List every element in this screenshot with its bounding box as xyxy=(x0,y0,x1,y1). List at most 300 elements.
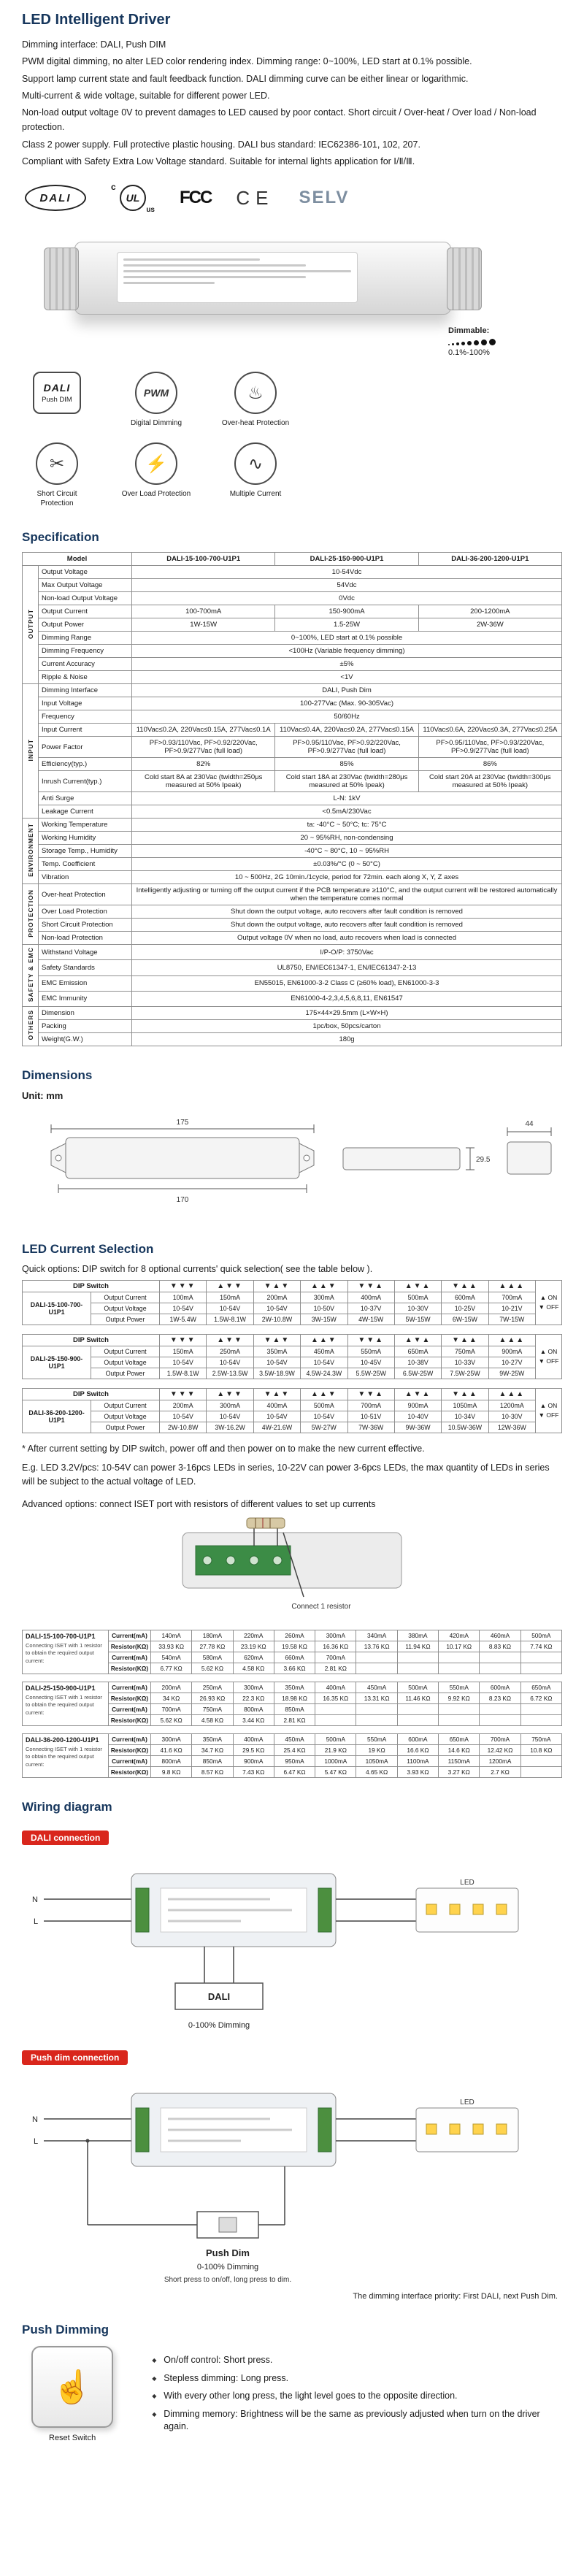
dali-logo-text: DALI xyxy=(43,382,71,394)
dip-switch-header: DIP Switch xyxy=(23,1335,160,1346)
resistor-value: 23.19 KΩ xyxy=(233,1641,274,1652)
dip-value: 4.5W-24.3W xyxy=(301,1368,347,1379)
dip-value-row xyxy=(23,1357,562,1368)
dimension-drawing xyxy=(22,1107,562,1216)
dim-height-label: 29.5 xyxy=(476,1156,491,1165)
spec-group-cell xyxy=(23,566,39,684)
feature-badge xyxy=(220,372,291,428)
resistor-row-label: Resistor(KΩ) xyxy=(109,1693,151,1704)
spec-row xyxy=(23,737,562,758)
spec-row-label: Storage Temp., Humidity xyxy=(39,845,132,858)
resistor-value: 9.92 KΩ xyxy=(439,1693,480,1704)
resistor-value: 550mA xyxy=(439,1682,480,1693)
spec-row xyxy=(23,960,562,975)
spec-value: Shut down the output voltage, auto recovers after fault condition is removed xyxy=(132,905,562,919)
spec-row-label: Inrush Current(typ.) xyxy=(39,771,132,792)
resistor-value: 6.77 KΩ xyxy=(151,1663,192,1674)
multi-current-icon: ∿ xyxy=(234,442,277,485)
resistor-value: 350mA xyxy=(192,1734,233,1745)
resistor-value: 140mA xyxy=(151,1630,192,1641)
resistor-value: 700mA xyxy=(151,1704,192,1715)
resistor-value: 6.47 KΩ xyxy=(274,1767,315,1778)
resistor-value: 5.62 KΩ xyxy=(151,1715,192,1726)
spec-value: 0~100%, LED start at 0.1% possible xyxy=(132,632,562,645)
dip-switch-icon: ▼▼▼ xyxy=(160,1281,207,1292)
resistor-value: 4.58 KΩ xyxy=(233,1663,274,1674)
dali-pushdim-icon xyxy=(33,372,81,414)
dip-value: 10-30V xyxy=(394,1303,441,1314)
resistor-row-label: Resistor(KΩ) xyxy=(109,1715,151,1726)
dip-value: 4W-15W xyxy=(347,1314,394,1325)
resistor-value xyxy=(439,1704,480,1715)
wire-label-n: N xyxy=(32,1895,38,1905)
resistor-value: 3.93 KΩ xyxy=(397,1767,438,1778)
ul-us-mark: us xyxy=(146,206,155,214)
spec-value: Cold start 18A at 230Vac (twidth=280μs measured at 50% Ipeak) xyxy=(275,771,418,792)
dip-value: 600mA xyxy=(442,1292,488,1303)
dip-switch-icon: ▲▼▲ xyxy=(394,1389,441,1400)
dip-value: 10-54V xyxy=(253,1303,300,1314)
badge-row-2 xyxy=(22,442,562,508)
spec-row-label: Working Temperature xyxy=(39,819,132,832)
resistor-value: 8.83 KΩ xyxy=(480,1641,520,1652)
resistor-value: 11.94 KΩ xyxy=(397,1641,438,1652)
resistor-value: 180mA xyxy=(192,1630,233,1641)
dip-value: 2W-10.8W xyxy=(253,1314,300,1325)
dali-wiring-diagram xyxy=(22,1848,548,2038)
dip-row-label: Output Voltage xyxy=(91,1411,160,1422)
dip-switch-icon: ▼▲▲ xyxy=(442,1335,488,1346)
resistor-value: 450mA xyxy=(356,1682,397,1693)
dip-switch-icon: ▲▲▲ xyxy=(488,1389,535,1400)
resistor-value: 5.62 KΩ xyxy=(192,1663,233,1674)
badge-row-1 xyxy=(22,372,562,428)
spec-row-label: Non-load Output Voltage xyxy=(39,592,132,605)
dip-value: 1.5W-8.1W xyxy=(160,1368,207,1379)
spec-row-label: Leakage Current xyxy=(39,805,132,819)
resistor-value: 2.81 KΩ xyxy=(274,1715,315,1726)
dip-table xyxy=(22,1280,562,1325)
product-photo-area xyxy=(22,224,562,363)
spec-value: 1.5-25W xyxy=(275,618,418,632)
ce-logo: CE xyxy=(236,186,274,209)
dip-switch-icon: ▼▲▼ xyxy=(253,1335,300,1346)
spec-row-label: Withstand Voltage xyxy=(39,945,132,960)
spec-row-label: Max Output Voltage xyxy=(39,579,132,592)
resistor-value xyxy=(480,1652,520,1663)
resistor-row-label: Resistor(KΩ) xyxy=(109,1641,151,1652)
spec-group-cell xyxy=(23,684,39,819)
dip-value: 300mA xyxy=(301,1292,347,1303)
dip-value: 500mA xyxy=(301,1400,347,1411)
iset-connection-drawing xyxy=(161,1515,423,1617)
side-view-outline xyxy=(343,1148,460,1170)
resistor-model-note: Connecting ISET with 1 resistor to obtain the required output current: xyxy=(26,1642,102,1664)
dip-switch-icon: ▼▼▲ xyxy=(347,1335,394,1346)
dip-value: 400mA xyxy=(347,1292,394,1303)
connect-caption: Connect 1 resistor xyxy=(291,1603,351,1611)
spec-row xyxy=(23,884,562,905)
spec-row-label: Dimming Frequency xyxy=(39,645,132,658)
dip-value: 3W-15W xyxy=(301,1314,347,1325)
resistor-value: 950mA xyxy=(274,1756,315,1767)
fcc-logo: FCC xyxy=(180,188,212,207)
intro-line: Support lamp current state and fault feedback function. DALI dimming curve can be either linear or logarithmic. xyxy=(22,73,469,84)
resistor-model xyxy=(23,1630,109,1674)
dip-value: 700mA xyxy=(347,1400,394,1411)
dip-value: 900mA xyxy=(488,1346,535,1357)
resistor-value xyxy=(397,1715,438,1726)
dip-value: 10-54V xyxy=(301,1411,347,1422)
spec-row-label: Output Voltage xyxy=(39,566,132,579)
dip-switch-icon: ▼▲▲ xyxy=(442,1281,488,1292)
spec-row xyxy=(23,919,562,932)
dip-value: 450mA xyxy=(301,1346,347,1357)
dip-value: 2W-10.8W xyxy=(160,1422,207,1433)
resistor-value: 260mA xyxy=(274,1630,315,1641)
resistor-value xyxy=(520,1767,561,1778)
resistor-value: 1150mA xyxy=(439,1756,480,1767)
overload-icon: ⚡ xyxy=(135,442,177,485)
dip-switch-icon: ▲▼▼ xyxy=(207,1389,253,1400)
resistor-icon xyxy=(247,1518,285,1528)
dip-switch-header: DIP Switch xyxy=(23,1389,160,1400)
intro-line: Dimming interface: DALI, Push DIM xyxy=(22,39,166,50)
dip-value: 650mA xyxy=(394,1346,441,1357)
spec-value: <0.5mA/230Vac xyxy=(132,805,562,819)
resistor-value: 500mA xyxy=(315,1734,356,1745)
dip-off-icon: ▼ OFF xyxy=(538,1411,559,1419)
resistor-value: 850mA xyxy=(274,1704,315,1715)
wiring-heading: Wiring diagram xyxy=(22,1800,112,1814)
resistor-value: 900mA xyxy=(233,1756,274,1767)
dim-width-label: 44 xyxy=(525,1120,534,1129)
intro-line: Multi-current & wide voltage, suitable for different power LED. xyxy=(22,90,270,101)
resistor-value: 25.4 KΩ xyxy=(274,1745,315,1756)
resistor-model-name: DALI-15-100-700-U1P1 xyxy=(26,1633,96,1641)
spec-group-label: SAFETY & EMC xyxy=(26,947,34,1003)
dip-value: 1200mA xyxy=(488,1400,535,1411)
dip-off-icon: ▼ OFF xyxy=(538,1303,559,1311)
spec-value: EN55015, EN61000-3-2 Class C (≥60% load), EN61000-3-3 xyxy=(132,975,562,991)
spec-value: Shut down the output voltage, auto recovers after fault condition is removed xyxy=(132,919,562,932)
dip-value: 3W-16.2W xyxy=(207,1422,253,1433)
resistor-value: 400mA xyxy=(315,1682,356,1693)
feature-badge xyxy=(121,442,191,499)
resistor-value: 540mA xyxy=(151,1652,192,1663)
dip-value: 10-54V xyxy=(207,1303,253,1314)
dip-switch-icon: ▲▼▼ xyxy=(207,1335,253,1346)
resistor-value: 450mA xyxy=(274,1734,315,1745)
resistor-value: 10.17 KΩ xyxy=(439,1641,480,1652)
push-bullet: ◆ On/off control: Short press. xyxy=(152,2354,562,2367)
dali-bus-label: DALI xyxy=(207,1991,231,2003)
spec-row-label: Safety Standards xyxy=(39,960,132,975)
resistor-value: 200mA xyxy=(151,1682,192,1693)
dimmable-label: Dimmable: xyxy=(448,326,490,335)
resistor-value: 16.36 KΩ xyxy=(315,1641,356,1652)
dip-value: 5.5W-25W xyxy=(347,1368,394,1379)
dim-pitch-label: 170 xyxy=(176,1196,189,1205)
spec-group-label: INPUT xyxy=(26,738,34,762)
led-current-heading: LED Current Selection xyxy=(22,1242,154,1257)
resistor-value: 1000mA xyxy=(315,1756,356,1767)
dip-value: 12W-36W xyxy=(488,1422,535,1433)
page-title: LED Intelligent Driver xyxy=(22,12,171,28)
resistor-value: 19.58 KΩ xyxy=(274,1641,315,1652)
resistor-value xyxy=(520,1652,561,1663)
wire-label-l2: L xyxy=(34,2137,39,2147)
spec-value: Intelligently adjusting or turning off the output current if the PCB temperature ≥110°C, and the output current will be restored automatically when the temperature comes normal xyxy=(132,884,562,905)
spec-header-model-3: DALI-36-200-1200-U1P1 xyxy=(418,553,561,566)
push-connection-tag: Push dim connection xyxy=(22,2050,128,2065)
dip-value-row xyxy=(23,1346,562,1357)
reset-switch-figure xyxy=(22,2346,123,2442)
spec-value: UL8750, EN/IEC61347-1, EN/IEC61347-2-13 xyxy=(132,960,562,975)
spec-row-label: EMC Emission xyxy=(39,975,132,991)
dip-note-1: * After current setting by DIP switch, power off and then power on to make the new current effective. xyxy=(22,1444,425,1454)
resistor-value: 1050mA xyxy=(356,1756,397,1767)
spec-value: Cold start 8A at 230Vac (twidth=250μs measured at 50% Ipeak) xyxy=(132,771,275,792)
led-load-label: LED xyxy=(460,1879,474,1887)
resistor-value: 27.78 KΩ xyxy=(192,1641,233,1652)
resistor-value: 18.98 KΩ xyxy=(274,1693,315,1704)
spec-row-label: Dimming Interface xyxy=(39,684,132,697)
spec-row xyxy=(23,832,562,845)
spec-row-label: Frequency xyxy=(39,710,132,724)
spec-row-label: Efficiency(typ.) xyxy=(39,758,132,771)
resistor-row-label: Current(mA) xyxy=(109,1630,151,1641)
dip-value: 10-33V xyxy=(442,1357,488,1368)
dip-value: 10-30V xyxy=(488,1411,535,1422)
dali-dimming-caption: 0-100% Dimming xyxy=(188,2021,250,2031)
resistor-value: 350mA xyxy=(274,1682,315,1693)
resistor-value xyxy=(480,1715,520,1726)
dip-header-row xyxy=(23,1389,562,1400)
certification-logos xyxy=(25,182,559,214)
dip-value: 1W-5.4W xyxy=(160,1314,207,1325)
dip-switch-icon: ▲▲▼ xyxy=(301,1281,347,1292)
feature-badge xyxy=(121,372,191,428)
spec-header-row xyxy=(23,553,562,566)
dip-switch-icon: ▼▼▲ xyxy=(347,1389,394,1400)
spec-row-label: Dimming Range xyxy=(39,632,132,645)
dali-logo: DALI xyxy=(25,185,86,211)
dip-value: 10-50V xyxy=(301,1303,347,1314)
dip-value: 10-54V xyxy=(301,1357,347,1368)
spec-value: 1pc/box, 50pcs/carton xyxy=(132,1020,562,1033)
resistor-value: 500mA xyxy=(397,1682,438,1693)
resistor-row xyxy=(23,1682,562,1693)
spec-group-label: OUTPUT xyxy=(26,608,34,639)
dip-value: 100mA xyxy=(160,1292,207,1303)
spec-value: 54Vdc xyxy=(132,579,562,592)
spec-value: 2W-36W xyxy=(418,618,561,632)
spec-body xyxy=(23,566,562,1046)
dip-value: 10-27V xyxy=(488,1357,535,1368)
resistor-value xyxy=(315,1715,356,1726)
spec-value: EN61000-4-2,3,4,5,6,8,11, EN61547 xyxy=(132,991,562,1006)
resistor-value: 34 KΩ xyxy=(151,1693,192,1704)
spec-row xyxy=(23,645,562,658)
dip-value-row xyxy=(23,1303,562,1314)
spec-value: <100Hz (Variable frequency dimming) xyxy=(132,645,562,658)
spec-value: 175×44×29.5mm (L×W×H) xyxy=(132,1007,562,1020)
driver-product-image xyxy=(44,234,482,322)
spec-row-label: Input Current xyxy=(39,724,132,737)
dip-value: 5W-15W xyxy=(394,1314,441,1325)
dip-value: 300mA xyxy=(207,1400,253,1411)
dip-value: 1050mA xyxy=(442,1400,488,1411)
dip-on-icon: ▲ ON xyxy=(539,1347,558,1355)
spec-value: ta: -40°C ~ 50°C; tc: 75°C xyxy=(132,819,562,832)
spec-value: 200-1200mA xyxy=(418,605,561,618)
dip-value-row xyxy=(23,1400,562,1411)
spec-header-model-2: DALI-25-150-900-U1P1 xyxy=(275,553,418,566)
dip-value: 400mA xyxy=(253,1400,300,1411)
push-dimming-heading: Push Dimming xyxy=(22,2323,110,2337)
feature-badge-label: Multiple Current xyxy=(229,490,282,498)
dip-on-icon: ▲ ON xyxy=(539,1401,558,1409)
dip-switch-icon: ▼▼▼ xyxy=(160,1335,207,1346)
spec-row-label: Anti Surge xyxy=(39,792,132,805)
dip-value: 10-34V xyxy=(442,1411,488,1422)
spec-row xyxy=(23,792,562,805)
resistor-model-name: DALI-25-150-900-U1P1 xyxy=(26,1684,96,1693)
spec-row-label: Dimension xyxy=(39,1007,132,1020)
spec-group-label: PROTECTION xyxy=(26,889,34,938)
dip-row-label: Output Power xyxy=(91,1314,160,1325)
spec-row xyxy=(23,684,562,697)
resistor-value: 19 KΩ xyxy=(356,1745,397,1756)
priority-note: The dimming interface priority: First DALI, next Push Dim. xyxy=(353,2292,558,2301)
dip-switch-icon: ▲▲▼ xyxy=(301,1335,347,1346)
dip-value: 10-21V xyxy=(488,1303,535,1314)
resistor-model xyxy=(23,1682,109,1726)
spec-row-label: Working Humidity xyxy=(39,832,132,845)
dip-switch-icon: ▲▲▲ xyxy=(488,1335,535,1346)
dip-legend xyxy=(536,1335,562,1379)
feature-badge-label: Over-heat Protection xyxy=(221,419,290,427)
dip-value: 750mA xyxy=(442,1346,488,1357)
spec-row-label: Short Circuit Protection xyxy=(39,919,132,932)
spec-row xyxy=(23,632,562,645)
spec-value: I/P-O/P: 3750Vac xyxy=(132,945,562,960)
push-bullet: ◆ With every other long press, the light level goes to the opposite direction. xyxy=(152,2390,562,2403)
spec-group-label: OTHERS xyxy=(26,1010,34,1040)
spec-row-label: Vibration xyxy=(39,871,132,884)
dip-value: 250mA xyxy=(207,1346,253,1357)
push-bullets xyxy=(152,2346,562,2439)
resistor-value: 220mA xyxy=(233,1630,274,1641)
spec-row xyxy=(23,932,562,945)
resistor-row-label: Current(mA) xyxy=(109,1682,151,1693)
spec-group-cell xyxy=(23,819,39,884)
dip-value: 10-54V xyxy=(253,1357,300,1368)
dimensions-heading: Dimensions xyxy=(22,1068,93,1083)
unit-label: Unit: mm xyxy=(22,1090,64,1102)
resistor-value: 250mA xyxy=(192,1682,233,1693)
led-load-label-2: LED xyxy=(460,2098,474,2107)
resistor-value xyxy=(480,1704,520,1715)
resistor-value: 3.66 KΩ xyxy=(274,1663,315,1674)
spec-value: 110Vac≤0.6A, 220Vac≤0.3A, 277Vac≤0.25A xyxy=(418,724,561,737)
push-dimming-section xyxy=(22,2346,562,2442)
spec-row-label: Current Accuracy xyxy=(39,658,132,671)
dip-switch-icon: ▼▲▲ xyxy=(442,1389,488,1400)
dip-value: 5W-27W xyxy=(301,1422,347,1433)
spec-row-label: Power Factor xyxy=(39,737,132,758)
resistor-value: 550mA xyxy=(356,1734,397,1745)
short-circuit-icon: ✂ xyxy=(36,442,78,485)
dip-model: DALI-15-100-700-U1P1 xyxy=(23,1292,91,1325)
spec-row xyxy=(23,697,562,710)
spec-value: 85% xyxy=(275,758,418,771)
ul-circle: UL xyxy=(120,185,146,211)
spec-row xyxy=(23,1033,562,1046)
driver-terminal-right xyxy=(447,248,482,310)
resistor-value xyxy=(356,1663,397,1674)
resistor-value: 800mA xyxy=(151,1756,192,1767)
dip-value: 150mA xyxy=(207,1292,253,1303)
dip-value-row xyxy=(23,1314,562,1325)
spec-value: ±5% xyxy=(132,658,562,671)
dip-value: 4W-21.6W xyxy=(253,1422,300,1433)
resistor-value: 29.5 KΩ xyxy=(233,1745,274,1756)
feature-badge-label: Over Load Protection xyxy=(121,490,191,498)
dali-connection-tag: DALI connection xyxy=(22,1831,109,1845)
dip-header-row xyxy=(23,1335,562,1346)
dip-value: 10-54V xyxy=(253,1411,300,1422)
dip-value-row xyxy=(23,1292,562,1303)
resistor-value xyxy=(520,1663,561,1674)
resistor-value: 11.46 KΩ xyxy=(397,1693,438,1704)
resistor-value: 300mA xyxy=(233,1682,274,1693)
dip-value: 10-54V xyxy=(207,1411,253,1422)
resistor-value xyxy=(315,1704,356,1715)
spec-value: 10-54Vdc xyxy=(132,566,562,579)
spec-value: DALI, Push Dim xyxy=(132,684,562,697)
dip-row-label: Output Voltage xyxy=(91,1357,160,1368)
spec-row-label: Non-load Protection xyxy=(39,932,132,945)
resistor-value xyxy=(356,1715,397,1726)
overheat-icon: ♨ xyxy=(234,372,277,414)
wire-label-n2: N xyxy=(32,2115,38,2125)
resistor-value: 700mA xyxy=(480,1734,520,1745)
mount-hole-left xyxy=(55,1155,61,1161)
spec-value: PF>0.95/110Vac, PF>0.93/220Vac, PF>0.9/277Vac (full load) xyxy=(418,737,561,758)
resistor-value: 1200mA xyxy=(480,1756,520,1767)
resistor-value xyxy=(520,1756,561,1767)
resistor-value: 650mA xyxy=(520,1682,561,1693)
resistor-table xyxy=(22,1682,562,1726)
dip-switch-icon: ▼▼▼ xyxy=(160,1389,207,1400)
dip-value: 10-54V xyxy=(160,1357,207,1368)
resistor-value: 500mA xyxy=(520,1630,561,1641)
dip-model: DALI-36-200-1200-U1P1 xyxy=(23,1400,91,1433)
specification-heading: Specification xyxy=(22,530,99,544)
push-dimming-caption: 0-100% Dimming xyxy=(196,2263,259,2272)
resistor-value: 800mA xyxy=(233,1704,274,1715)
end-view-outline xyxy=(507,1142,551,1174)
spec-value: 50/60Hz xyxy=(132,710,562,724)
resistor-value: 750mA xyxy=(520,1734,561,1745)
spec-value: 100-700mA xyxy=(132,605,275,618)
spec-row xyxy=(23,618,562,632)
dip-value: 1.5W-8.1W xyxy=(207,1314,253,1325)
resistor-value: 750mA xyxy=(192,1704,233,1715)
dip-header-row xyxy=(23,1281,562,1292)
